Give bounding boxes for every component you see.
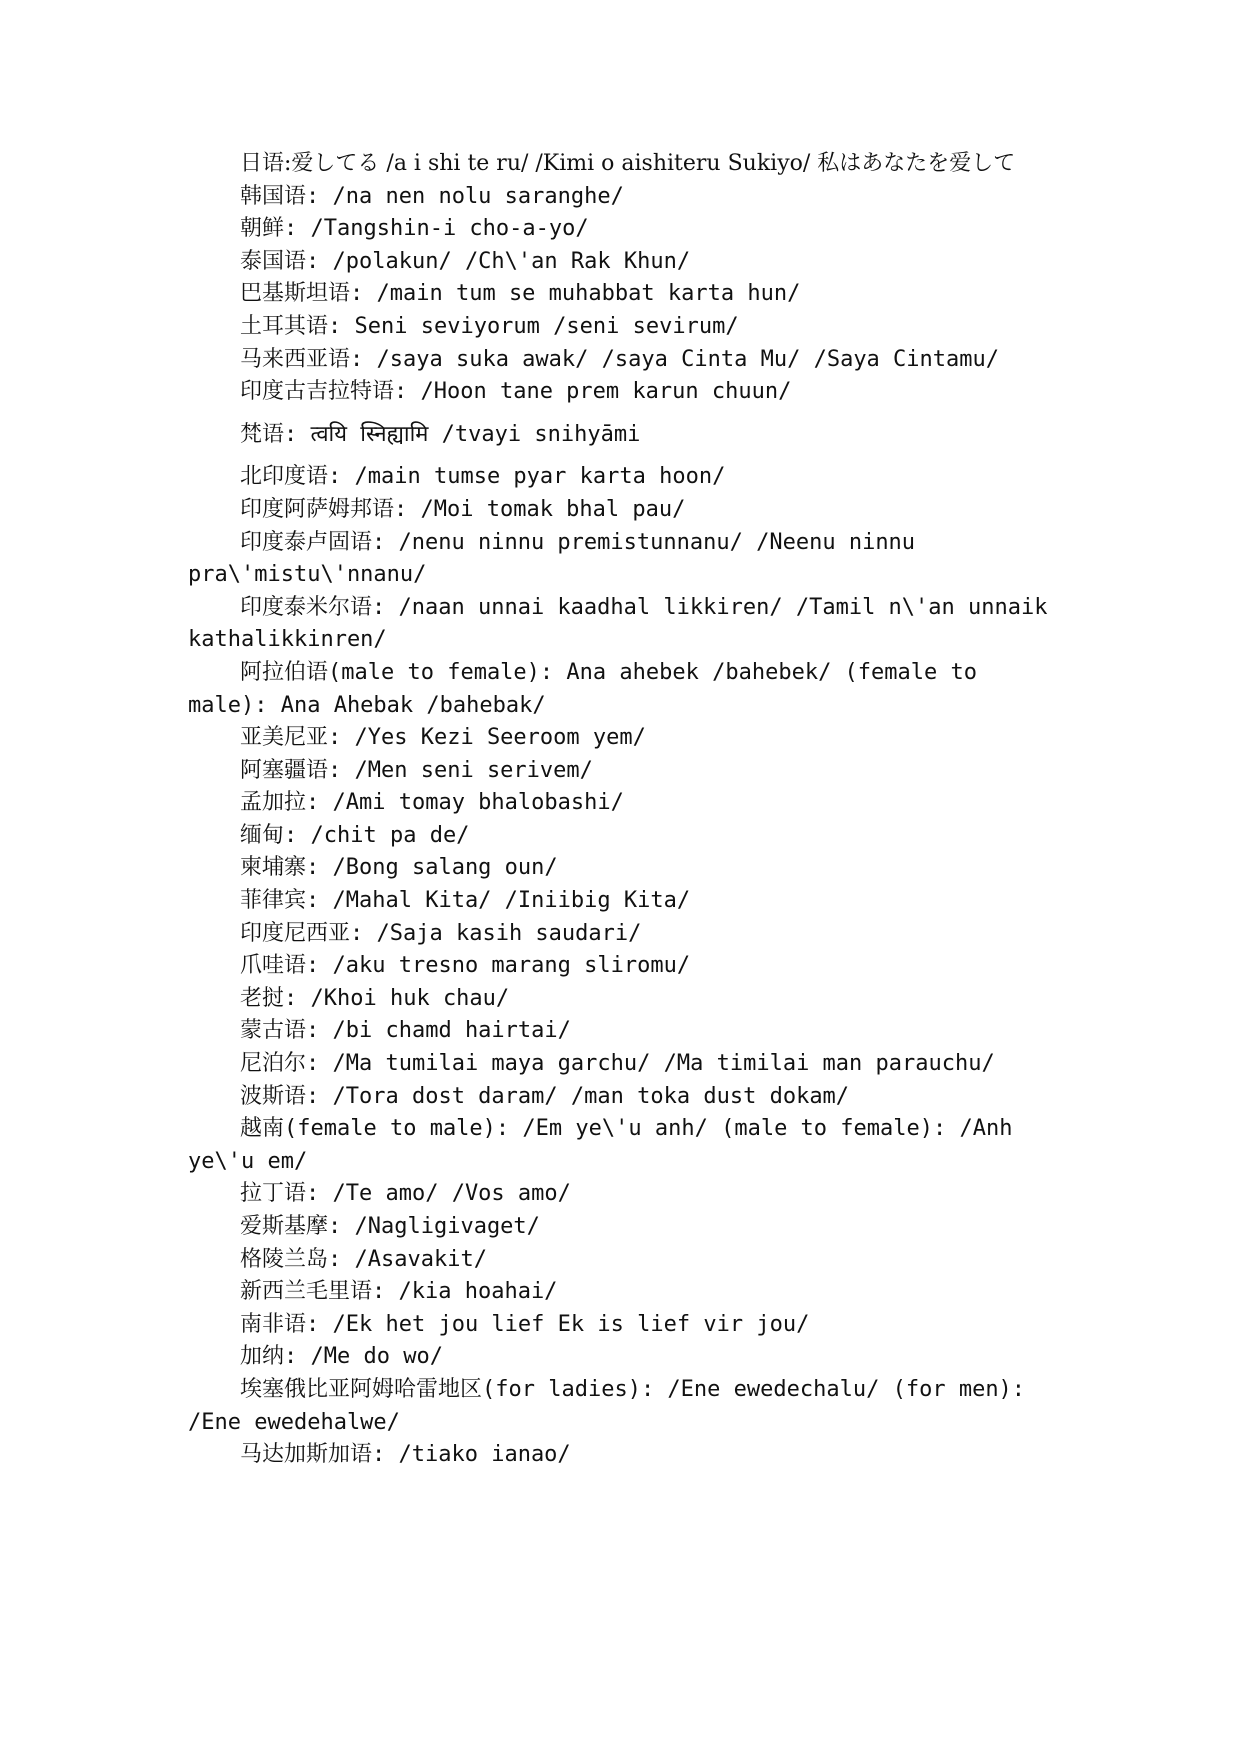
line-cambodian: 柬埔寨: /Bong salang oun/ (240, 855, 558, 881)
phrase-list (188, 148, 1058, 1472)
line-japanese: 日语:爱してる /a i shi te ru/ /Kimi o aishiteru Sukiyo/ 私はあなたを爱して (240, 151, 1016, 176)
line-armenian: 亚美尼亚: /Yes Kezi Seeroom yem/ (240, 725, 646, 751)
line-north-korean: 朝鲜: /Tangshin-i cho-a-yo/ (240, 216, 589, 242)
line-nepali: 尼泊尔: /Ma tumilai maya garchu/ /Ma timilai man parauchu/ (240, 1051, 995, 1077)
line-sanskrit: 梵语: त्वयि स्निह्यामि /tvayi snihyāmi (240, 421, 641, 447)
line-malay: 马来西亚语: /saya suka awak/ /saya Cinta Mu/ /Saya Cintamu/ (240, 346, 1000, 372)
line-burmese: 缅甸: /chit pa de/ (240, 822, 470, 848)
line-lao: 老挝: /Khoi huk chau/ (240, 985, 510, 1011)
line-tamil: 印度泰米尔语: /naan unnai kaadhal likkiren/ /Tamil n\'an unnaik kathalikkinren/ (188, 594, 1048, 653)
line-azerbaijani: 阿塞疆语: /Men seni serivem/ (240, 757, 593, 783)
line-filipino: 菲律宾: /Mahal Kita/ /Iniibig Kita/ (240, 888, 691, 914)
line-pakistani: 巴基斯坦语: /main tum se muhabbat karta hun/ (240, 281, 801, 307)
line-bengali: 孟加拉: /Ami tomay bhalobashi/ (240, 790, 624, 816)
line-arabic: 阿拉伯语(male to female): Ana ahebek /bahebek/ (female to male): Ana Ahebak /bahebak/ (188, 659, 978, 718)
line-persian: 波斯语: /Tora dost daram/ /man toka dust dokam/ (240, 1083, 850, 1109)
line-malagasy: 马达加斯加语: /tiako ianao/ (240, 1442, 571, 1468)
line-indonesian: 印度尼西亚: /Saja kasih saudari/ (240, 920, 642, 946)
line-korean: 韩国语: /na nen nolu saranghe/ (240, 183, 624, 209)
line-eskimo: 爱斯基摩: /Nagligivaget/ (240, 1214, 540, 1239)
line-greenlandic: 格陵兰岛: /Asavakit/ (240, 1246, 487, 1272)
line-assamese: 印度阿萨姆邦语: /Moi tomak bhal pau/ (240, 496, 686, 522)
line-mongolian: 蒙古语: /bi chamd hairtai/ (240, 1018, 571, 1044)
line-amharic: 埃塞俄比亚阿姆哈雷地区(for ladies): /Ene ewedechalu/ (for men): /Ene ewedehalwe/ (188, 1376, 1026, 1435)
line-thai: 泰国语: /polakun/ /Ch\'an Rak Khun/ (240, 248, 691, 274)
line-afrikaans: 南非语: /Ek het jou lief Ek is lief vir jou/ (240, 1311, 810, 1337)
line-ghanaian: 加纳: /Me do wo/ (240, 1344, 443, 1370)
line-latin: 拉丁语: /Te amo/ /Vos amo/ (240, 1181, 571, 1207)
line-turkish: 土耳其语: Seni seviyorum /seni sevirum/ (240, 313, 739, 339)
line-gujarati: 印度古吉拉特语: /Hoon tane prem karun chuun/ (240, 379, 792, 405)
line-vietnamese: 越南(female to male): /Em ye\'u anh/ (male to female): /Anh ye\'u em/ (188, 1116, 1013, 1174)
line-hindi: 北印度语: /main tumse pyar karta hoon/ (240, 464, 726, 490)
line-maori: 新西兰毛里语: /kia hoahai/ (240, 1279, 558, 1305)
line-telugu: 印度泰卢固语: /nenu ninnu premistunnanu/ /Neenu ninnu pra\'mistu\'nnanu/ (188, 529, 916, 588)
line-javanese: 爪哇语: /aku tresno marang sliromu/ (240, 953, 691, 979)
